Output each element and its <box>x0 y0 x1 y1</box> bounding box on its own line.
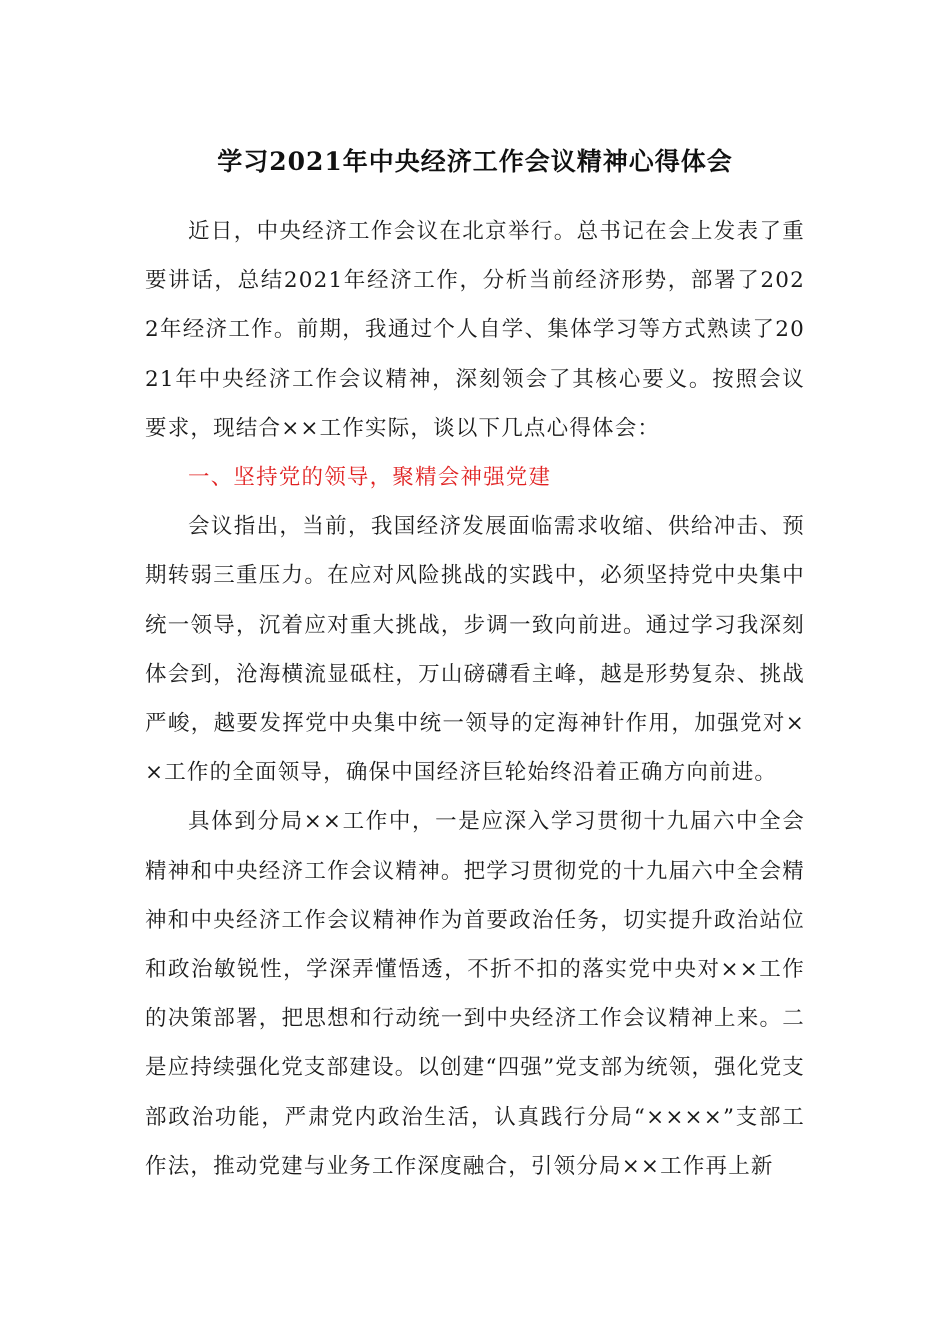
intro-paragraph: 近日，中央经济工作会议在北京举行。总书记在会上发表了重要讲话，总结2021年经济工作，分析当前经济形势，部署了2022年经济工作。前期，我通过个人自学、集体学习等方式熟读了2021年中央经济工作会议精神，深刻领会了其核心要义。按照会议要求，现结合××工作实际，谈以下几点心得体会： <box>145 219 805 441</box>
section-heading: 一、坚持党的领导，聚精会神强党建 <box>188 465 552 491</box>
document-title: 学习2021年中央经济工作会议精神心得体会 <box>217 147 733 176</box>
document-body <box>145 207 805 1191</box>
body-paragraph: 会议指出，当前，我国经济发展面临需求收缩、供给冲击、预期转弱三重压力。在应对风险挑战的实践中，必须坚持党中央集中统一领导，沉着应对重大挑战，步调一致向前进。通过学习我深刻体会到，沧海横流显砥柱，万山磅礴看主峰，越是形势复杂、挑战严峻，越要发挥党中央集中统一领导的定海神针作用，加强党对××工作的全面领导，确保中国经济巨轮始终沿着正确方向前进。 <box>145 514 805 786</box>
body-paragraph: 具体到分局××工作中，一是应深入学习贯彻十九届六中全会精神和中央经济工作会议精神。把学习贯彻党的十九届六中全会精神和中央经济工作会议精神作为首要政治任务，切实提升政治站位和政治敏锐性，学深弄懂悟透，不折不扣的落实党中央对××工作的决策部署，把思想和行动统一到中央经济工作会议精神上来。二是应持续强化党支部建设。以创建“四强”党支部为统领，强化党支部政治功能，严肃党内政治生活，认真践行分局“××××”支部工作法，推动党建与业务工作深度融合，引领分局××工作再上新 <box>145 809 805 1179</box>
